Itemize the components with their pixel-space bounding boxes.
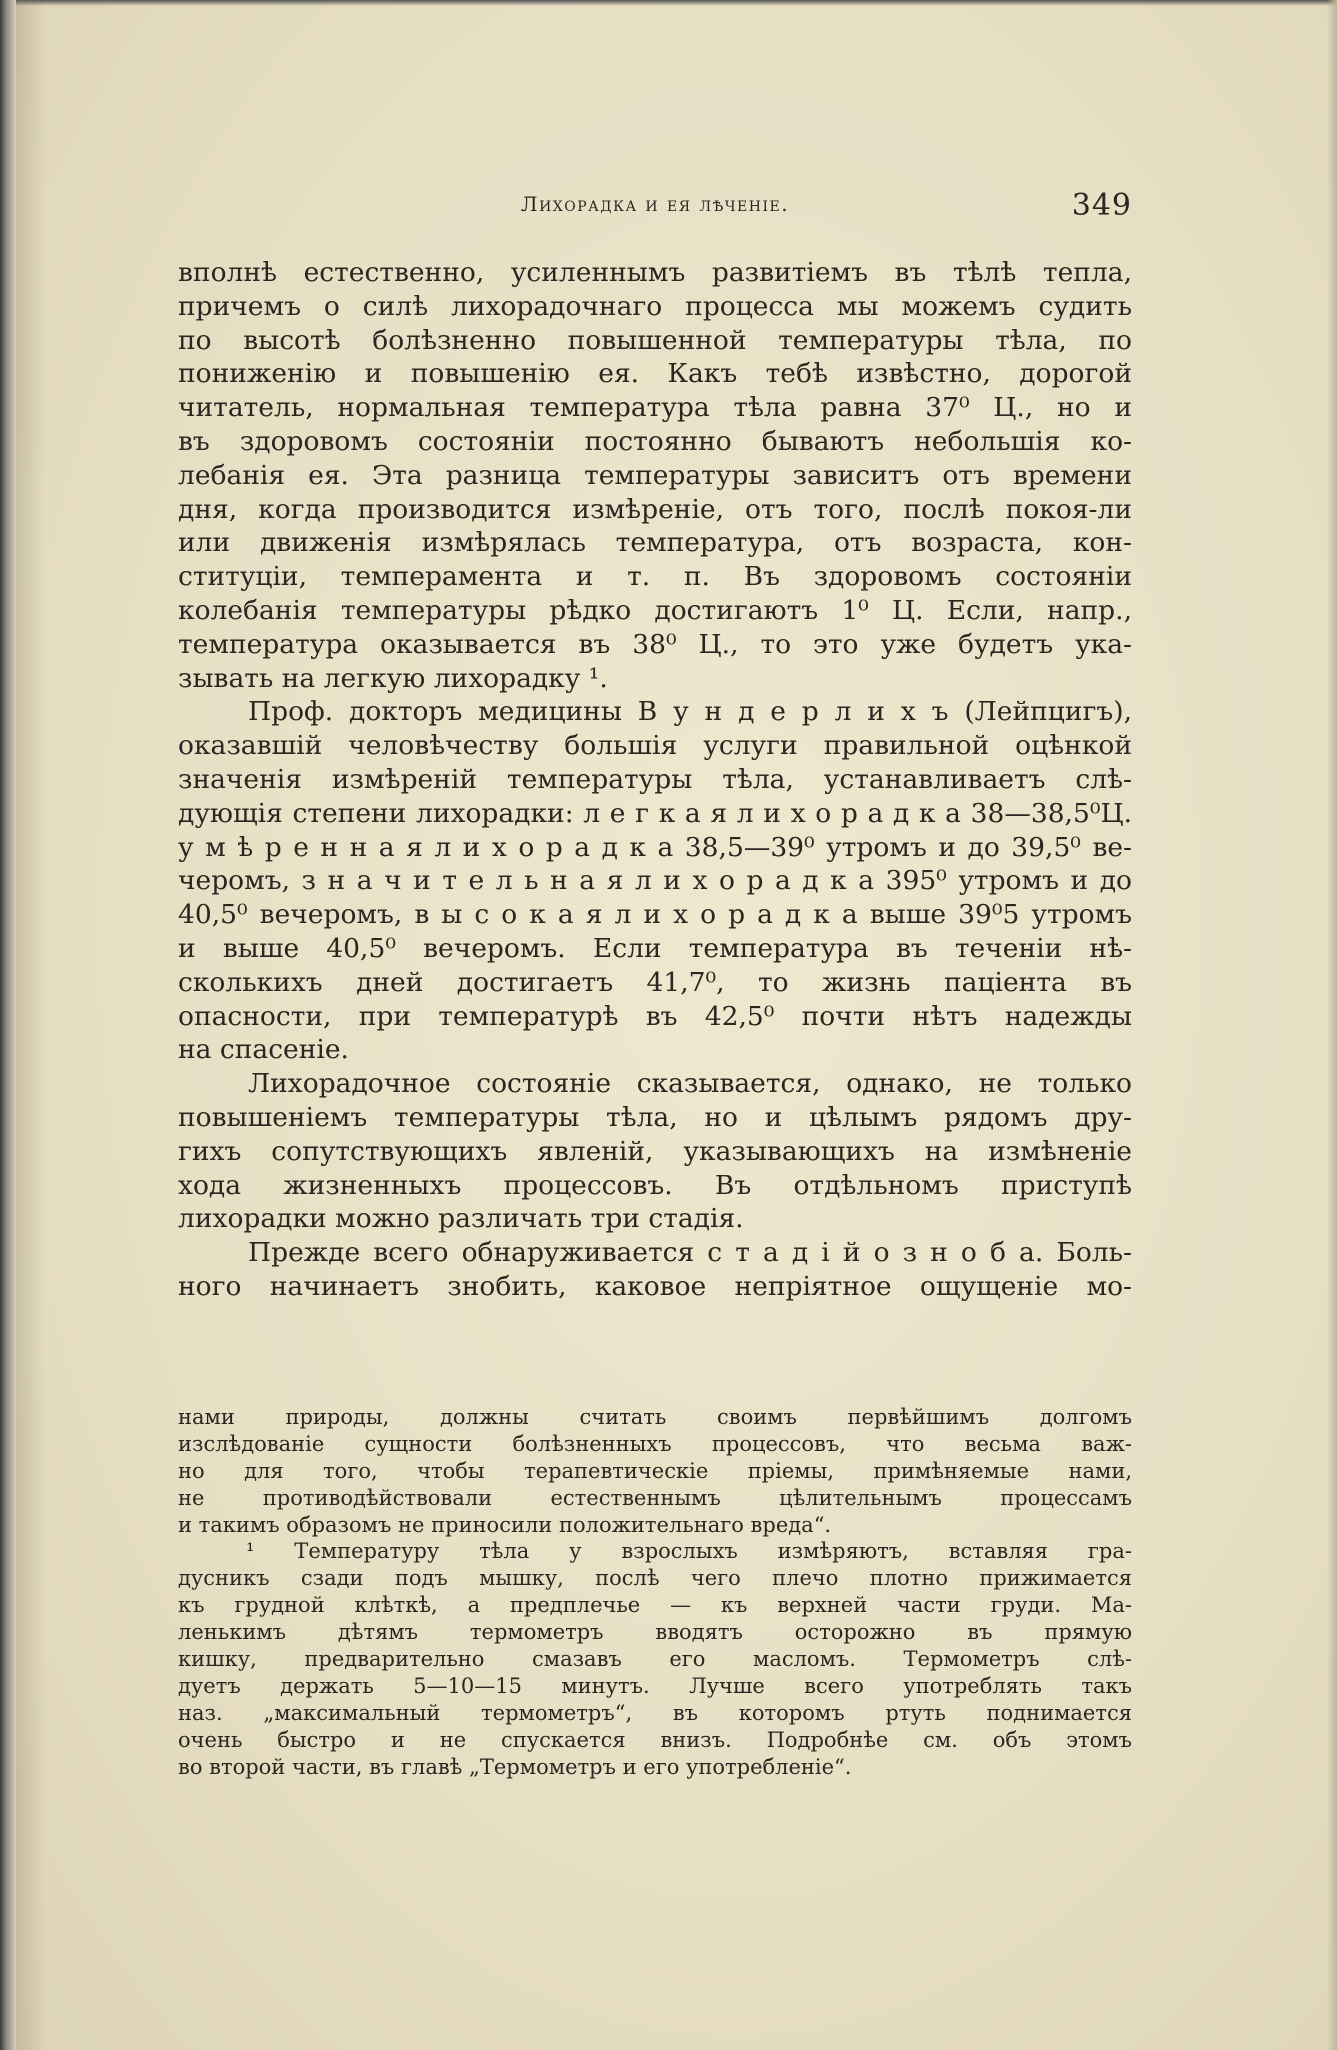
footnote-line: но для того, чтобы терапевтическіе пріемы, примѣняемые нами, <box>178 1458 1132 1483</box>
text-line: колебанія температуры рѣдко достигаютъ 1⁰ Ц. Если, напр., <box>178 594 1132 626</box>
text-line: ституціи, темперамента и т. п. Въ здоровомъ состояніи <box>178 561 1132 593</box>
text-line: ного начинаетъ знобить, каковое непріятное ощущеніе мо- <box>178 1270 1132 1302</box>
page-header <box>178 188 1132 228</box>
text-line: повышеніемъ температуры тѣла, но и цѣлымъ рядомъ дру- <box>178 1101 1132 1133</box>
binding-shadow <box>16 0 46 2050</box>
footnote-line: нами природы, должны считать своимъ первѣйшимъ долгомъ <box>178 1405 1132 1429</box>
footnotes <box>178 1404 1132 1780</box>
text-line: лихорадки можно различать три стадія. <box>178 1203 744 1235</box>
page-number: 349 <box>1071 188 1132 223</box>
text-line: черомъ, з н а ч и т е л ь н а я л и х о р а д к а 395⁰ утромъ и до <box>178 865 1132 897</box>
text-line: на спасеніе. <box>178 1034 349 1066</box>
text-line: температура оказывается въ 38⁰ Ц., то это уже будетъ ука- <box>178 628 1132 660</box>
text-line: зывать на легкую лихорадку ¹. <box>178 662 608 694</box>
paragraph-start-line: Прежде всего обнаруживается с т а д і й о з н о б а. Боль- <box>248 1237 1132 1269</box>
text-line: сколькихъ дней достигаетъ 41,7⁰, то жизнь паціента въ <box>178 966 1132 998</box>
footnote-line: ленькимъ дѣтямъ термометръ вводятъ осторожно въ прямую <box>178 1620 1132 1645</box>
right-page-edge <box>1327 0 1337 2050</box>
text-line: гихъ сопутствующихъ явленій, указывающихъ на измѣненіе <box>178 1135 1132 1167</box>
footnote-line: наз. „максимальный термометръ“, въ которомъ ртуть поднимается <box>178 1700 1132 1725</box>
footnote-line: и такимъ образомъ не приносили положительнаго вреда“. <box>178 1512 832 1537</box>
text-line: оказавшій человѣчеству большія услуги правильной оцѣнкой <box>178 730 1132 762</box>
text-line: вполнѣ естественно, усиленнымъ развитіемъ въ тѣлѣ тепла, <box>178 257 1132 288</box>
footnote-line: кишку, предварительно смазавъ его масломъ. Термометръ слѣ- <box>178 1647 1132 1672</box>
text-line: въ здоровомъ состояніи постоянно бываютъ небольшія ко- <box>178 425 1132 457</box>
footnote-line: дуетъ держать 5—10—15 минутъ. Лучше всего употреблять такъ <box>178 1673 1132 1698</box>
text-line: по высотѣ болѣзненно повышенной температуры тѣла, по <box>178 324 1132 356</box>
text-line: лебанія ея. Эта разница температуры зависитъ отъ времени <box>178 459 1132 491</box>
text-line: опасности, при температурѣ въ 42,5⁰ почти нѣтъ надежды <box>178 1000 1132 1032</box>
footnote-line: очень быстро и не спускается внизъ. Подробнѣе см. объ этомъ <box>178 1727 1132 1752</box>
footnote-line: къ грудной клѣткѣ, а предплечье — къ верхней части груди. Ма- <box>178 1593 1132 1618</box>
top-page-edge <box>0 0 1337 6</box>
text-line: и выше 40,5⁰ вечеромъ. Если температура въ теченіи нѣ- <box>178 932 1132 964</box>
footnote-line: не противодѣйствовали естественнымъ цѣлительнымъ процессамъ <box>178 1485 1132 1510</box>
text-line: значенія измѣреній температуры тѣла, устанавливаетъ слѣ- <box>178 763 1132 795</box>
text-line: читатель, нормальная температура тѣла равна 37⁰ Ц., но и <box>178 392 1132 424</box>
paragraph-start-line: Лихорадочное состояніе сказывается, однако, не только <box>248 1068 1132 1100</box>
footnote-line: дусникъ сзади подъ мышку, послѣ чего плечо плотно прижимается <box>178 1566 1132 1591</box>
text-line: дующія степени лихорадки: л е г к а я л и х о р а д к а 38—38,5⁰Ц. <box>178 797 1132 829</box>
text-line: пониженію и повышенію ея. Какъ тебѣ извѣстно, дорогой <box>178 358 1132 390</box>
running-head: Лихорадка и ея лѣченіе. <box>520 192 790 216</box>
footnote-line: изслѣдованіе сущности болѣзненныхъ процессовъ, что весьма важ- <box>178 1431 1132 1456</box>
text-line: дня, когда производится измѣреніе, отъ того, послѣ покоя-ли <box>178 493 1132 525</box>
footnote-line: во второй части, въ главѣ „Термометръ и его употребленіе“. <box>178 1754 852 1779</box>
left-page-edge <box>0 0 16 2050</box>
footnote-start-line: ¹ Температуру тѣла у взрослыхъ измѣряютъ, вставляя гра- <box>246 1539 1132 1564</box>
text-line: причемъ о силѣ лихорадочнаго процесса мы можемъ судить <box>178 290 1132 322</box>
text-line: 40,5⁰ вечеромъ, в ы с о к а я л и х о р а д к а выше 39⁰5 утромъ <box>178 899 1132 931</box>
paragraph-start-line: Проф. докторъ медицины В у н д е р л и х ъ (Лейпцигъ), <box>248 696 1132 728</box>
main-text <box>178 256 1132 1304</box>
text-line: или движенія измѣрялась температура, отъ возраста, кон- <box>178 527 1132 559</box>
text-line: хода жизненныхъ процессовъ. Въ отдѣльномъ приступѣ <box>178 1169 1132 1201</box>
text-line: у м ѣ р е н н а я л и х о р а д к а 38,5—39⁰ утромъ и до 39,5⁰ ве- <box>178 831 1132 863</box>
